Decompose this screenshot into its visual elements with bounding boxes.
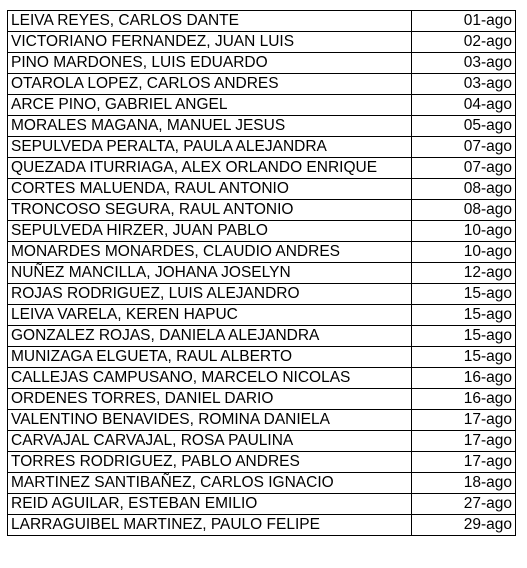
person-name-cell: ORDENES TORRES, DANIEL DARIO: [8, 389, 412, 410]
table-body: [8, 11, 516, 536]
date-cell: 03-ago: [412, 74, 516, 95]
person-name-cell: TRONCOSO SEGURA, RAUL ANTONIO: [8, 200, 412, 221]
date-cell: 15-ago: [412, 326, 516, 347]
person-name-cell: MORALES MAGANA, MANUEL JESUS: [8, 116, 412, 137]
date-cell: 07-ago: [412, 137, 516, 158]
person-name-cell: TORRES RODRIGUEZ, PABLO ANDRES: [8, 452, 412, 473]
date-cell: 29-ago: [412, 515, 516, 536]
person-name-cell: SEPULVEDA HIRZER, JUAN PABLO: [8, 221, 412, 242]
date-cell: 16-ago: [412, 368, 516, 389]
date-cell: 15-ago: [412, 347, 516, 368]
table-row: [8, 116, 516, 137]
table-row: [8, 326, 516, 347]
date-cell: 10-ago: [412, 242, 516, 263]
person-name-cell: SEPULVEDA PERALTA, PAULA ALEJANDRA: [8, 137, 412, 158]
table-row: [8, 32, 516, 53]
table-row: [8, 431, 516, 452]
person-name-cell: MONARDES MONARDES, CLAUDIO ANDRES: [8, 242, 412, 263]
table-row: [8, 452, 516, 473]
person-name-cell: VICTORIANO FERNANDEZ, JUAN LUIS: [8, 32, 412, 53]
date-cell: 04-ago: [412, 95, 516, 116]
person-name-cell: VALENTINO BENAVIDES, ROMINA DANIELA: [8, 410, 412, 431]
person-name-cell: NUÑEZ MANCILLA, JOHANA JOSELYN: [8, 263, 412, 284]
table-row: [8, 410, 516, 431]
date-cell: 12-ago: [412, 263, 516, 284]
person-name-cell: LARRAGUIBEL MARTINEZ, PAULO FELIPE: [8, 515, 412, 536]
date-cell: 17-ago: [412, 452, 516, 473]
table-row: [8, 284, 516, 305]
table-row: [8, 494, 516, 515]
date-cell: 10-ago: [412, 221, 516, 242]
person-name-cell: LEIVA REYES, CARLOS DANTE: [8, 11, 412, 32]
date-cell: 15-ago: [412, 305, 516, 326]
table-row: [8, 473, 516, 494]
table-row: [8, 200, 516, 221]
date-cell: 01-ago: [412, 11, 516, 32]
date-cell: 17-ago: [412, 410, 516, 431]
person-name-cell: GONZALEZ ROJAS, DANIELA ALEJANDRA: [8, 326, 412, 347]
date-cell: 18-ago: [412, 473, 516, 494]
person-name-cell: QUEZADA ITURRIAGA, ALEX ORLANDO ENRIQUE: [8, 158, 412, 179]
person-name-cell: LEIVA VARELA, KEREN HAPUC: [8, 305, 412, 326]
table-row: [8, 11, 516, 32]
birthday-table: [7, 10, 516, 536]
table-row: [8, 53, 516, 74]
table-row: [8, 515, 516, 536]
person-name-cell: ARCE PINO, GABRIEL ANGEL: [8, 95, 412, 116]
table-row: [8, 242, 516, 263]
date-cell: 02-ago: [412, 32, 516, 53]
date-cell: 07-ago: [412, 158, 516, 179]
person-name-cell: MARTINEZ SANTIBAÑEZ, CARLOS IGNACIO: [8, 473, 412, 494]
person-name-cell: CARVAJAL CARVAJAL, ROSA PAULINA: [8, 431, 412, 452]
table-row: [8, 221, 516, 242]
person-name-cell: CORTES MALUENDA, RAUL ANTONIO: [8, 179, 412, 200]
date-cell: 08-ago: [412, 200, 516, 221]
person-name-cell: REID AGUILAR, ESTEBAN EMILIO: [8, 494, 412, 515]
date-cell: 03-ago: [412, 53, 516, 74]
date-cell: 08-ago: [412, 179, 516, 200]
table-row: [8, 179, 516, 200]
person-name-cell: CALLEJAS CAMPUSANO, MARCELO NICOLAS: [8, 368, 412, 389]
date-cell: 27-ago: [412, 494, 516, 515]
table-row: [8, 368, 516, 389]
date-cell: 17-ago: [412, 431, 516, 452]
table-row: [8, 95, 516, 116]
table-row: [8, 137, 516, 158]
table-row: [8, 305, 516, 326]
table-row: [8, 347, 516, 368]
person-name-cell: OTAROLA LOPEZ, CARLOS ANDRES: [8, 74, 412, 95]
person-name-cell: MUNIZAGA ELGUETA, RAUL ALBERTO: [8, 347, 412, 368]
table-row: [8, 389, 516, 410]
date-cell: 16-ago: [412, 389, 516, 410]
table-row: [8, 263, 516, 284]
table-row: [8, 158, 516, 179]
table-row: [8, 74, 516, 95]
date-cell: 15-ago: [412, 284, 516, 305]
date-cell: 05-ago: [412, 116, 516, 137]
person-name-cell: PINO MARDONES, LUIS EDUARDO: [8, 53, 412, 74]
person-name-cell: ROJAS RODRIGUEZ, LUIS ALEJANDRO: [8, 284, 412, 305]
